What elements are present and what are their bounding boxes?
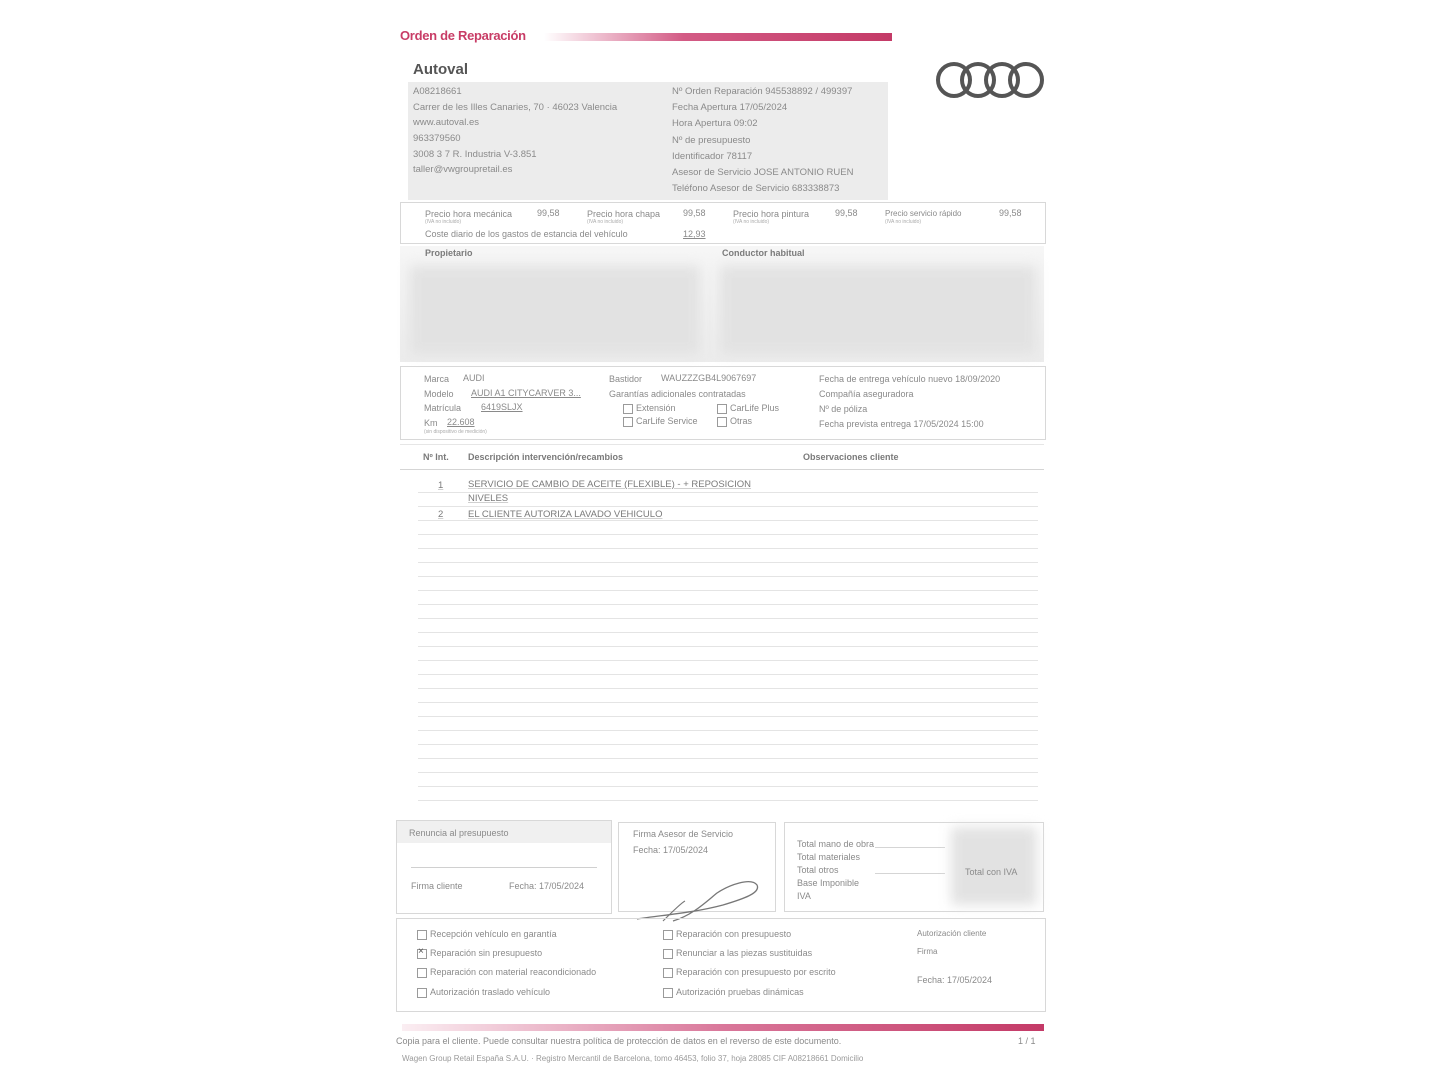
price-mecanica-note: (IVA no incluido): [425, 219, 462, 225]
audi-rings-logo: [934, 60, 1046, 100]
advisor-phone: Teléfono Asesor de Servicio 683338873: [672, 183, 840, 195]
work-table-header: [400, 444, 1044, 470]
checkbox-dynamic-tests[interactable]: [663, 988, 673, 998]
check-no-budget: ×Reparación sin presupuesto: [417, 948, 542, 959]
company-details: [413, 86, 617, 180]
warranty-carlife-plus: CarLife Plus: [717, 403, 779, 414]
total-with-vat: Total con IVA: [965, 867, 1018, 877]
company-cif: A08218661: [413, 86, 462, 97]
work-item-2-number: 2: [438, 509, 444, 520]
client-signature-label: Firma cliente: [411, 881, 463, 891]
check-written-budget: Reparación con presupuesto por escrito: [663, 967, 836, 978]
budget-waiver-label: Renuncia al presupuesto: [409, 828, 509, 838]
expected-delivery: Fecha prevista entrega 17/05/2024 15:00: [819, 419, 984, 429]
price-chapa-value: 99,58: [683, 208, 706, 218]
check-with-budget: Reparación con presupuesto: [663, 929, 791, 940]
work-item-2-description: EL CLIENTE AUTORIZA LAVADO VEHICULO: [468, 509, 663, 520]
model-label: Modelo: [424, 389, 454, 399]
work-item-1-description-cont: NIVELES: [468, 493, 509, 504]
km-value: 22.608: [447, 417, 475, 427]
owner-driver-area: [400, 246, 1044, 362]
checkbox-otras[interactable]: [717, 417, 727, 427]
price-mecanica-value: 99,58: [537, 208, 560, 218]
advisor-signature-box[interactable]: [618, 822, 776, 912]
signatures-totals-box: [396, 820, 1044, 916]
price-pintura-label: Precio hora pintura: [733, 209, 810, 219]
vehicle-box: [400, 366, 1046, 440]
check-warranty-reception: Recepción vehículo en garantía: [417, 929, 557, 940]
advisor-signature-label: Firma Asesor de Servicio: [633, 829, 734, 839]
company-registry: 3008 3 7 R. Industria V-3.851: [413, 148, 537, 160]
checkbox-written-budget[interactable]: [663, 968, 673, 978]
budget-waiver-box: [396, 820, 612, 914]
opening-time: Hora Apertura 09:02: [672, 118, 758, 130]
checkbox-warranty-reception[interactable]: [417, 930, 427, 940]
identifier: Identificador 78117: [672, 150, 753, 162]
col-number: Nº Int.: [423, 452, 449, 462]
checkbox-carlife-service[interactable]: [623, 417, 633, 427]
warranty-carlife-service: CarLife Service: [623, 416, 698, 427]
work-lines-area: [394, 472, 1050, 812]
work-item-1-description: SERVICIO DE CAMBIO DE ACEITE (FLEXIBLE) - + REPOSICION: [468, 479, 752, 490]
policy-number: Nº de póliza: [819, 404, 868, 414]
driver-redacted-block: [720, 266, 1036, 354]
checkbox-with-budget[interactable]: [663, 930, 673, 940]
checkbox-carlife-plus[interactable]: [717, 404, 727, 414]
repair-order-document: [394, 24, 1050, 1064]
advisor-signature-date: Fecha: 17/05/2024: [633, 845, 709, 855]
price-rapido-note: (IVA no incluido): [885, 219, 922, 225]
checkbox-renounce-parts[interactable]: [663, 949, 673, 959]
price-pintura-value: 99,58: [835, 208, 858, 218]
document-title: Orden de Reparación: [400, 28, 526, 43]
price-mecanica-label: Precio hora mecánica: [425, 209, 513, 219]
work-item-1-number: 1: [438, 480, 444, 491]
client-signature-field: Firma: [917, 947, 938, 956]
order-number: Nº Orden Reparación 945538892 / 499397: [672, 86, 853, 97]
title-accent-bar: [544, 33, 892, 41]
company-name: Autoval: [413, 61, 469, 78]
plate-label: Matrícula: [424, 403, 462, 413]
footer-copy-note: Copia para el cliente. Puede consultar nuestra política de protección de datos en el reverso de este documento.: [396, 1036, 842, 1046]
col-observations: Observaciones cliente: [803, 452, 899, 462]
col-description: Descripción intervención/recambios: [468, 452, 624, 462]
checkbox-refurbished[interactable]: [417, 968, 427, 978]
check-renounce-parts: Renunciar a las piezas sustituidas: [663, 948, 812, 959]
km-note: (sin dispositivo de medición): [424, 429, 487, 435]
total-others: Total otros: [797, 865, 839, 875]
vin-value: WAUZZZGB4L9067697: [661, 373, 757, 383]
total-materials: Total materiales: [797, 852, 861, 862]
company-web: www.autoval.es: [413, 117, 480, 129]
plate-value: 6419SLJX: [481, 402, 523, 412]
make-value: AUDI: [463, 373, 485, 383]
totals-box: [784, 822, 1044, 912]
price-chapa-note: (IVA no incluido): [587, 219, 624, 225]
warranty-otras: Otras: [717, 416, 752, 427]
total-labour: Total mano de obra: [797, 839, 875, 849]
storage-cost-label: Coste diario de los gastos de estancia del vehículo: [425, 229, 628, 239]
budget-number: Nº de presupuesto: [672, 134, 751, 146]
checkbox-extension[interactable]: [623, 404, 633, 414]
total-redacted-block: [951, 827, 1037, 905]
new-delivery-date: Fecha de entrega vehículo nuevo 18/09/2020: [819, 374, 1001, 384]
warranty-extension: Extensión: [623, 403, 676, 414]
insurance-company: Compañía aseguradora: [819, 389, 914, 399]
check-refurbished: Reparación con material reacondicionado: [417, 967, 596, 978]
footer-accent-bar: [402, 1024, 1044, 1031]
price-pintura-note: (IVA no incluido): [733, 219, 770, 225]
page-number: 1 / 1: [1018, 1036, 1036, 1046]
storage-cost-value: 12,93: [683, 229, 706, 239]
warranties-label: Garantías adicionales contratadas: [609, 389, 746, 399]
check-transfer: Autorización traslado vehículo: [417, 987, 550, 998]
model-value: AUDI A1 CITYCARVER 3...: [471, 388, 581, 398]
tax-base: Base Imponible: [797, 878, 860, 888]
owner-redacted-block: [410, 266, 700, 354]
price-rapido-value: 99,58: [999, 208, 1022, 218]
check-dynamic-tests: Autorización pruebas dinámicas: [663, 987, 804, 998]
opening-date: Fecha Apertura 17/05/2024: [672, 102, 788, 114]
km-label: Km: [424, 418, 438, 428]
owner-label: Propietario: [425, 248, 473, 258]
vin-label: Bastidor: [609, 374, 643, 384]
order-details: [672, 86, 853, 199]
checkbox-transfer[interactable]: [417, 988, 427, 998]
company-email: taller@vwgroupretail.es: [413, 164, 513, 176]
make-label: Marca: [424, 374, 450, 384]
vat: IVA: [797, 891, 811, 901]
hourly-prices-box: [400, 202, 1046, 244]
price-chapa-label: Precio hora chapa: [587, 209, 661, 219]
price-rapido-label: Precio servicio rápido: [885, 209, 962, 218]
client-authorization-label: Autorización cliente: [917, 929, 987, 938]
company-address: Carrer de les Illes Canaries, 70 · 46023 Valencia: [413, 101, 618, 113]
waiver-date: Fecha: 17/05/2024: [509, 881, 585, 891]
authorization-checks-box: [396, 918, 1046, 1012]
company-phone: 963379560: [413, 133, 461, 145]
checkbox-no-budget[interactable]: [417, 949, 427, 959]
driver-label: Conductor habitual: [722, 248, 805, 258]
service-advisor: Asesor de Servicio JOSE ANTONIO RUEN: [672, 166, 854, 178]
authorization-date: Fecha: 17/05/2024: [917, 975, 993, 985]
footer-legal: Wagen Group Retail España S.A.U. · Registro Mercantil de Barcelona, tomo 46453, folio 37, hoja 28085 CIF A08218661 Domicilio: [402, 1054, 864, 1063]
